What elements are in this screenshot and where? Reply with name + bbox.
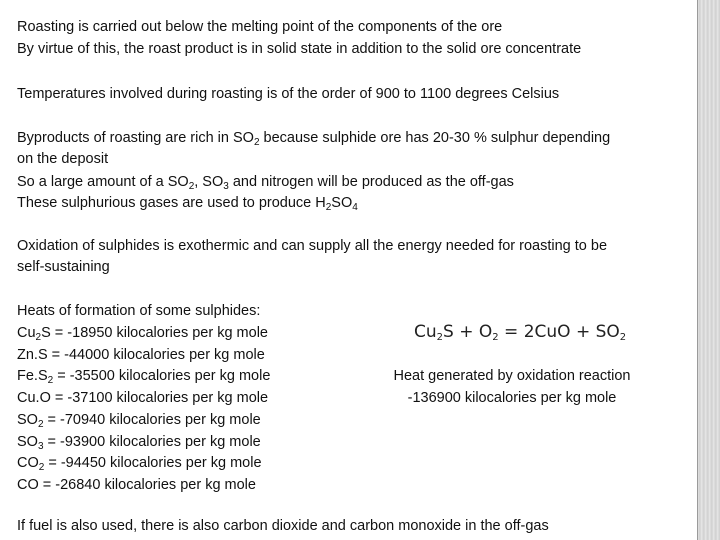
text-line: Roasting is carried out below the melting point of the components of the ore — [17, 19, 503, 35]
heat-item — [17, 388, 268, 409]
text-segment: = -35500 kilocalories per kg mole — [53, 368, 271, 385]
subscript: 2 — [38, 462, 45, 474]
heat-item — [17, 475, 256, 496]
heat-item — [17, 323, 268, 344]
text-line — [17, 172, 514, 193]
text-segment: = -70940 kilocalories per kg mole — [43, 411, 261, 428]
text-segment: These sulphurious gases are used to produce H — [17, 195, 326, 211]
text-segment: SO — [17, 433, 38, 450]
text-segment: CO = -26840 kilocalories per kg mole — [17, 476, 256, 493]
text-segment: SO — [331, 195, 353, 211]
subscript: 2 — [188, 181, 195, 192]
subscript: 3 — [223, 181, 229, 192]
heat-item — [17, 410, 261, 431]
subscript: 2 — [619, 332, 627, 343]
subscript: 2 — [253, 137, 260, 148]
text-segment: So a large amount of a SO — [17, 174, 189, 190]
text-segment: CO — [17, 455, 39, 472]
decorative-edge — [697, 0, 720, 540]
subscript: 2 — [37, 418, 44, 430]
heat-item — [17, 345, 265, 366]
reaction-equation — [414, 322, 626, 342]
text-line: self-sustaining — [17, 259, 110, 275]
text-line: By virtue of this, the roast product is in solid state in addition to the solid ore concentrate — [17, 41, 582, 57]
equation-part: Cu — [414, 322, 437, 342]
heat-item — [17, 366, 270, 387]
text-segment: and nitrogen will be produced as the off-gas — [228, 174, 514, 190]
equation-part: S + O — [443, 322, 493, 342]
text-segment: Byproducts of roasting are rich in SO — [17, 130, 254, 146]
text-segment: Cu — [17, 325, 36, 341]
heats-title: Heats of formation of some sulphides: — [17, 303, 261, 319]
text-segment: , SO — [194, 174, 224, 190]
subscript: 2 — [492, 332, 499, 343]
text-segment: S = -18950 kilocalories per kg mole — [41, 325, 268, 341]
heat-item — [17, 432, 261, 453]
equation-part: = 2CuO + SO — [498, 322, 620, 342]
text-segment: Zn.S = -44000 kilocalories per kg mole — [17, 346, 265, 363]
text-segment: = -93900 kilocalories per kg mole — [43, 433, 261, 450]
text-segment: because sulphide ore has 20-30 % sulphur depending — [259, 130, 611, 146]
text-line: Oxidation of sulphides is exothermic and can supply all the energy needed for roasting to be — [17, 238, 608, 254]
subscript: 4 — [352, 202, 358, 213]
heat-item — [17, 453, 262, 474]
subscript: 2 — [35, 332, 42, 343]
text-line — [17, 193, 358, 214]
subscript: 2 — [47, 375, 54, 387]
subscript: 2 — [325, 202, 332, 213]
heat-value: -136900 kilocalories per kg mole — [407, 390, 617, 406]
text-segment: Fe.S — [17, 368, 48, 385]
heat-label: Heat generated by oxidation reaction — [393, 368, 631, 384]
subscript: 3 — [37, 440, 44, 452]
subscript: 2 — [436, 332, 444, 343]
footer-line: If fuel is also used, there is also carbon dioxide and carbon monoxide in the off-gas — [17, 518, 549, 534]
text-line — [17, 128, 610, 149]
text-segment: Cu.O = -37100 kilocalories per kg mole — [17, 390, 269, 407]
text-line: Temperatures involved during roasting is of the order of 900 to 1100 degrees Celsius — [17, 86, 560, 102]
text-segment: SO — [17, 411, 38, 428]
text-line: on the deposit — [17, 151, 109, 167]
text-segment: = -94450 kilocalories per kg mole — [44, 455, 262, 472]
